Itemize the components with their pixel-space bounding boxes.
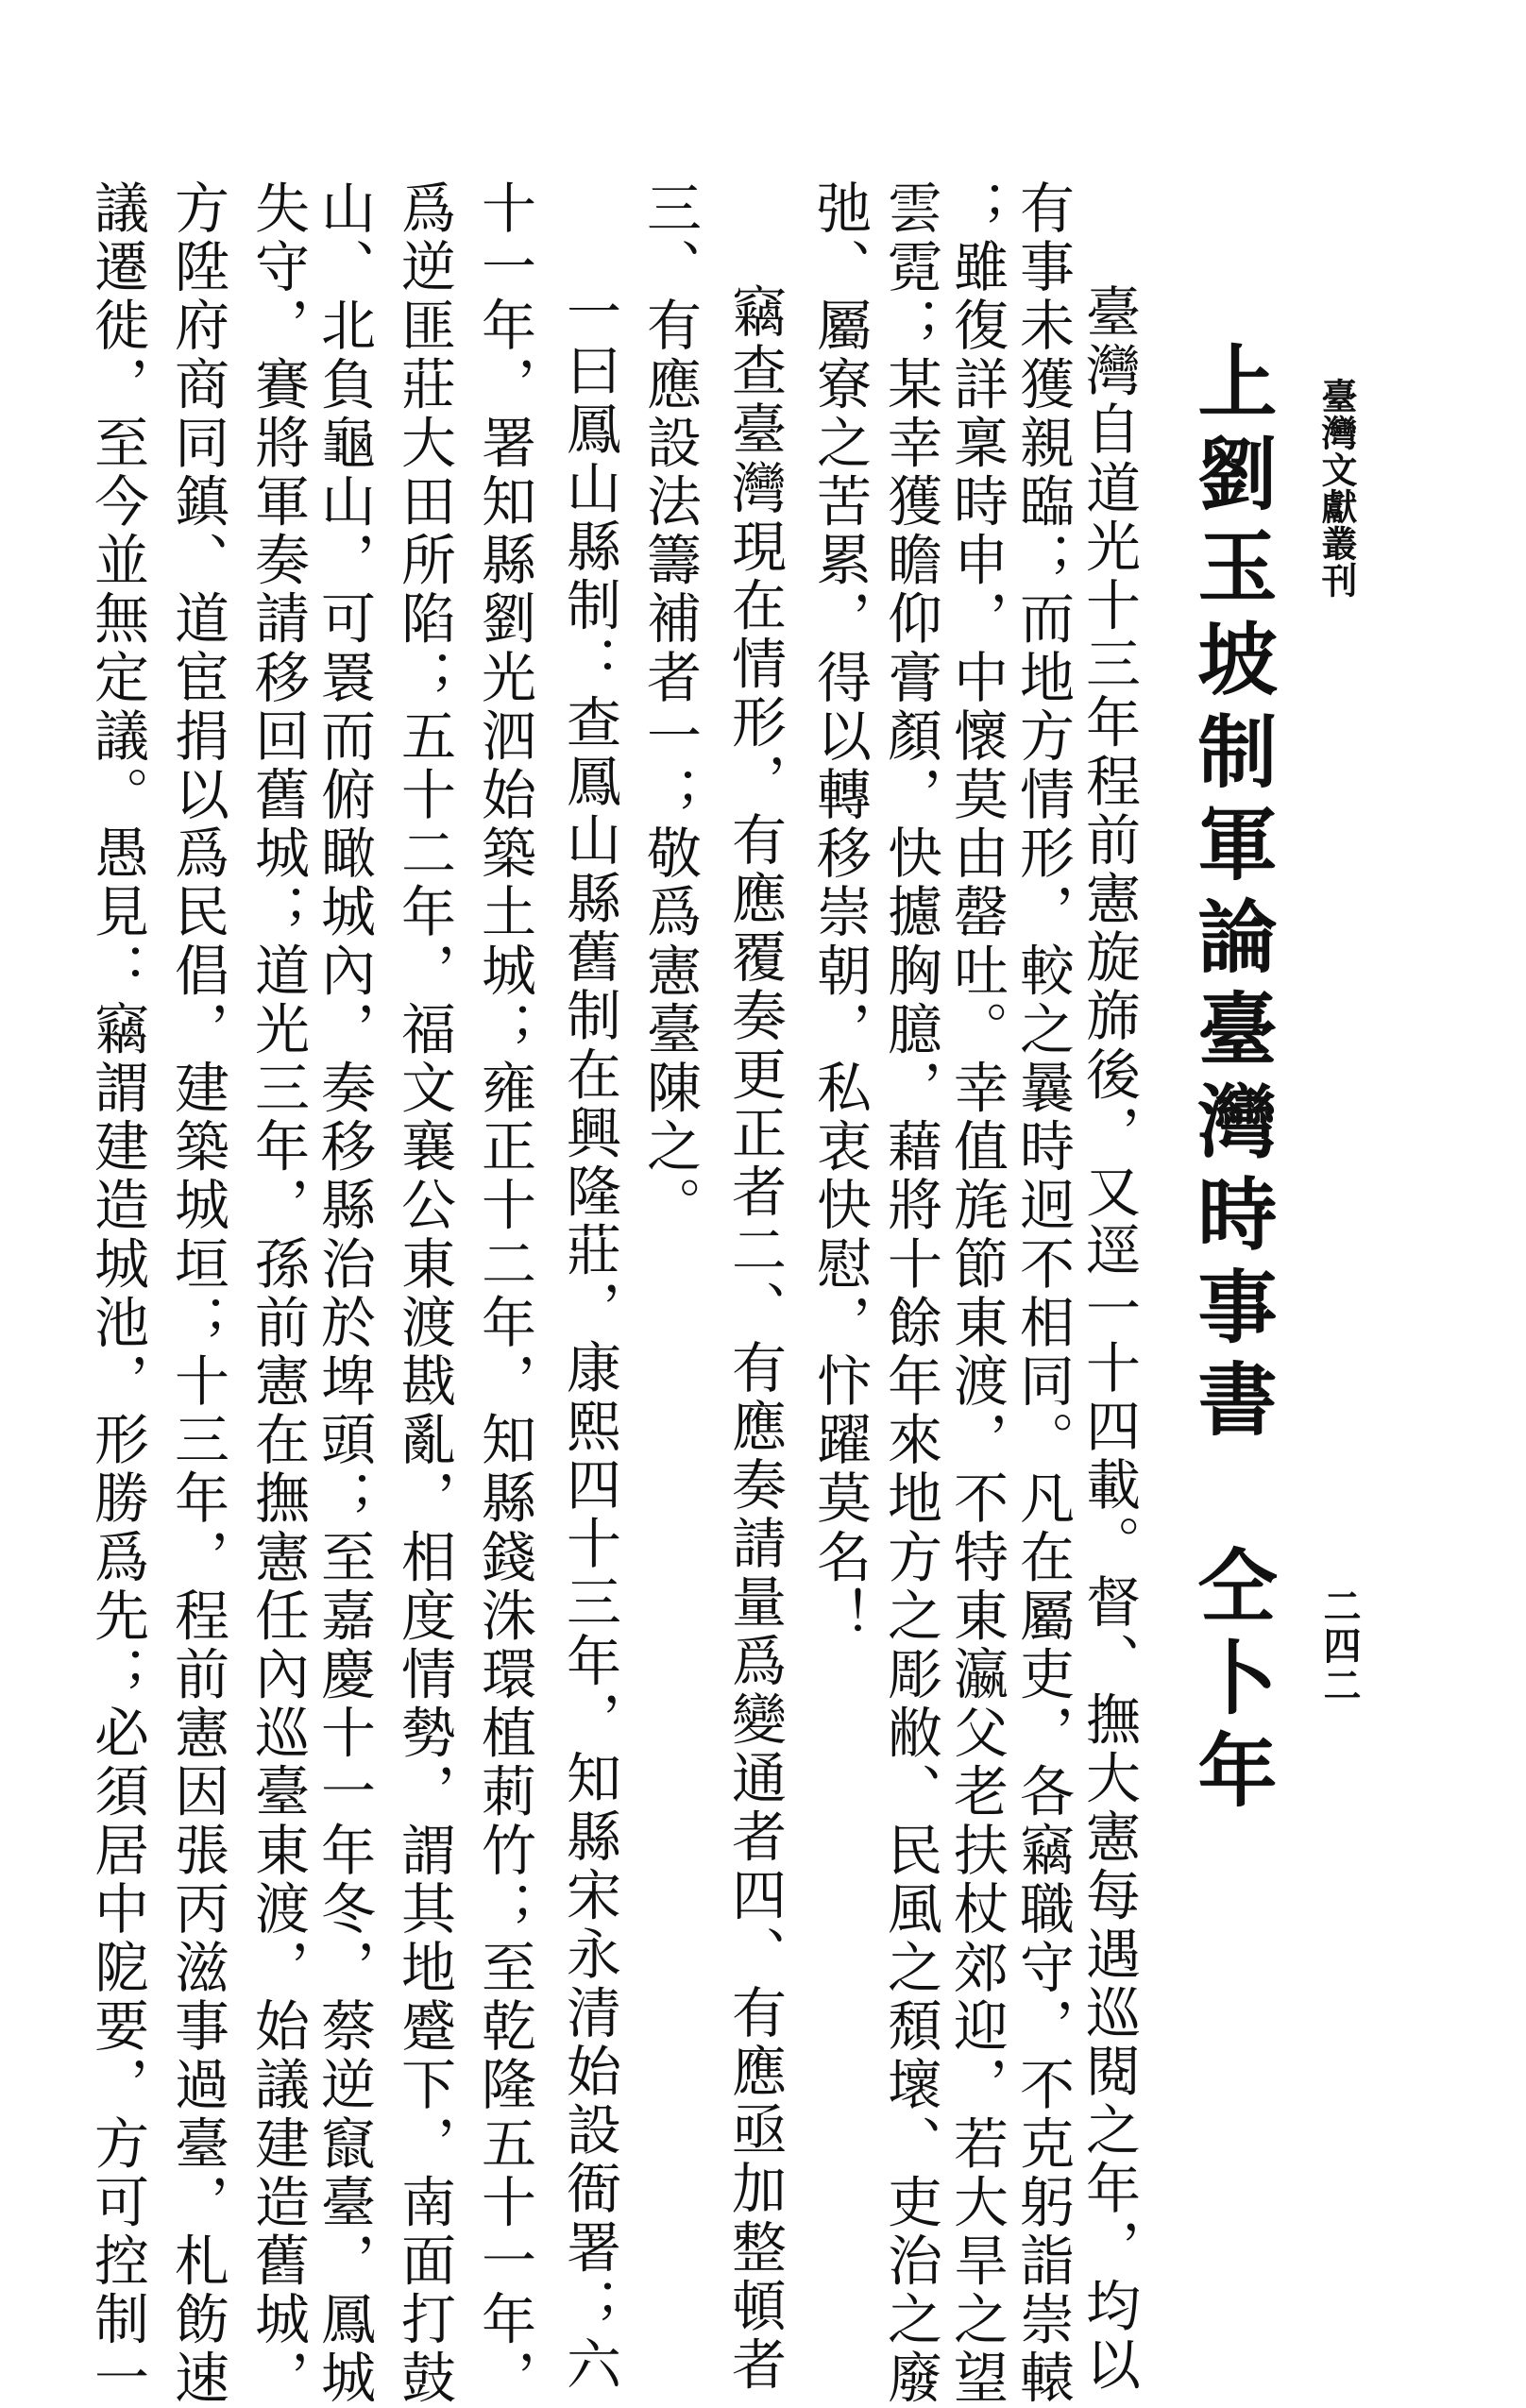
- body-line-4: 雲霓；某幸獲瞻仰膏顏，快攄胸臆，藉將十餘年來地方之彫敝、民風之頹壞、吏治之廢: [878, 179, 942, 2408]
- article-author: 仝卜年: [1185, 1544, 1279, 1822]
- body-line-7: 三、有應設法籌補者一；敬爲憲臺陳之。: [637, 179, 702, 1235]
- body-line-9: 十一年，署知縣劉光泗始築土城；雍正十二年，知縣錢洙環植莿竹；至乾隆五十一年，: [472, 179, 536, 2408]
- body-line-12: 失守，賽將軍奏請移回舊城；道光三年，孫前憲在撫憲任內巡臺東渡，始議建造舊城，: [246, 179, 310, 2408]
- body-line-5: 弛、屬寮之苦累，得以轉移崇朝，私衷快慰，忭躍莫名！: [807, 179, 872, 1646]
- series-title: 臺灣文獻叢刊: [1315, 378, 1358, 599]
- body-line-6: 竊查臺灣現在情形，有應覆奏更正者二、有應奏請量爲變通者四、有應亟加整頓者: [722, 283, 787, 2395]
- body-line-1: 臺灣自道光十三年程前憲旋旆後，又逕一十四載。督、撫大憲每遇巡閱之年，均以: [1077, 283, 1141, 2395]
- body-line-3: ；雖復詳稟時申，中懷莫由罄吐。幸值旄節東渡，不特東瀛父老扶杖郊迎，若大旱之望: [944, 179, 1009, 2408]
- body-line-13: 方陞府商同鎮、道宦捐以爲民倡，建築城垣；十三年，程前憲因張丙滋事過臺，札飭速: [165, 179, 229, 2408]
- article-title: 上劉玉坡制軍論臺灣時事書: [1185, 340, 1279, 1450]
- body-line-11: 山、北負龜山，可瞏而俯瞰城內，奏移縣治於埤頭；至嘉慶十一年冬，蔡逆竄臺，鳳城: [312, 179, 376, 2408]
- page-number: 二四二: [1317, 1586, 1362, 1705]
- body-line-14: 議遷徙，至今並無定議。愚見：竊謂建造城池，形勝爲先；必須居中阸要，方可控制一: [85, 179, 149, 2408]
- body-line-2: 有事未獲親臨；而地方情形，較之曩時迥不相同。凡在屬吏，各竊職守，不克躬詣崇轅: [1010, 179, 1075, 2408]
- body-line-10: 爲逆匪莊大田所陷；五十二年，福文襄公東渡戡亂，相度情勢，謂其地蹙下，南面打鼓: [392, 179, 456, 2408]
- body-line-8: 一曰鳳山縣制：查鳳山縣舊制在興隆莊，康熙四十三年，知縣宋永清始設衙署；六: [557, 283, 621, 2395]
